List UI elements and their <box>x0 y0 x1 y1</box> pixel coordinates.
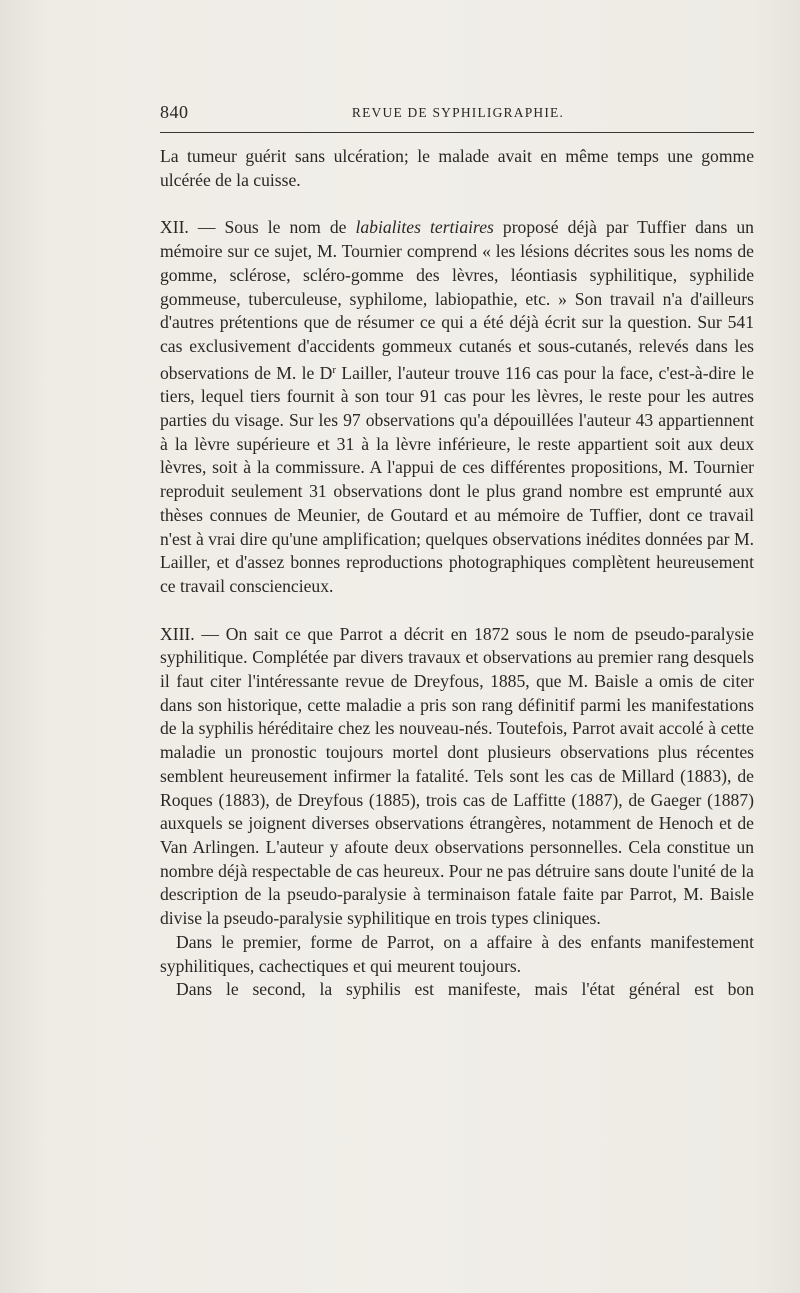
paragraph-xii-lead: XII. — Sous le nom de <box>160 217 356 238</box>
paragraph-tumeur: La tumeur guérit sans ulcération; le malade avait en même temps une gomme ulcérée de la cuisse. <box>160 146 754 190</box>
page-number: 840 <box>160 102 189 122</box>
header-rule <box>160 132 754 133</box>
page-header <box>160 100 756 130</box>
paragraph-xiii: XIII. — On sait ce que Parrot a décrit en 1872 sous le nom de pseudo-paralysie syphilitique. Complétée par divers travaux et observations au premier rang desquels il faut citer l'intéressante revue de Dreyfous, 1885, que M. Baisle a omis de citer dans son historique, cette maladie a pris son rang définitif parmi les manifestations de la syphilis héréditaire chez les nouveau-nés. Toutefois, Parrot avait accolé à cette maladie un pronostic toujours mortel dont plusieurs observations plus récentes semblent heureusement infirmer la fatalité. Tels sont les cas de Millard (1883), de Roques (1883), de Dreyfous (1885), trois cas de Laffitte (1887), de Gaeger (1887) auxquels se joignent diverses observations étrangères, notamment de Henoch et de Van Arlingen. L'auteur y afoute deux observations personnelles. Cela constitue un nombre déjà respectable de cas heureux. Pour ne pas détruire sans doute l'unité de la description de la pseudo-paralysie à terminaison fatale faite par Parrot, M. Baisle divise la pseudo-paralysie syphilitique en trois types cliniques. <box>160 623 754 929</box>
paragraph-xii-text: proposé déjà par Tuffier dans un mémoire sur ce sujet, M. Tournier comprend « les lésions décrites sous les noms de gomme, sclérose, scléro-gomme des lèvres, léontiasis syphilitique, syphilide gommeuse, tuberculeuse, syphilome, labiopathie, etc. » Son travail n'a d'ailleurs d'autres prétentions que de résumer ce qui a été déjà écrit sur la question. Sur 541 cas exclusivement d'accidents gommeux cutanés et sous-cutanés, relevés dans les observations de M. le D <box>160 217 754 383</box>
paragraph-first-type: Dans le premier, forme de Parrot, on a affaire à des enfants manifestement syphilitiques, cachectiques et qui meurent toujours. <box>160 931 754 976</box>
paragraph-second-type: Dans le second, la syphilis est manifeste, mais l'état général est bon <box>176 979 754 1000</box>
paragraph-xii-rest: Lailler, l'auteur trouve 116 cas pour la face, c'est-à-dire le tiers, lequel tiers fournit à son tour 91 cas pour les lèvres, le reste pour les autres parties du visage. Sur les 97 observations qu'a dépouillées l'auteur 43 appartiennent à la lèvre supérieure et 31 à la lèvre inférieure, le reste appartient soit aux deux lèvres, soit à la commissure. A l'appui de ces différentes propositions, M. Tournier reproduit seulement 31 observations dont le plus grand nombre est emprunté aux thèses connues de Meunier, de Goutard et au mémoire de Tuffier, dont ce travail n'est à vrai dire qu'une amplification; quelques observations inédites données par M. Lailler, et d'assez bonnes reproductions photographiques complètent heureusement ce travail consciencieux. <box>160 362 754 596</box>
labialites-term: labialites tertiaires <box>355 217 494 238</box>
doctor-superscript: r <box>332 363 337 376</box>
paragraph-xii <box>160 216 754 598</box>
running-title: REVUE DE SYPHILIGRAPHIE. <box>351 105 565 120</box>
body-text <box>160 145 754 1002</box>
